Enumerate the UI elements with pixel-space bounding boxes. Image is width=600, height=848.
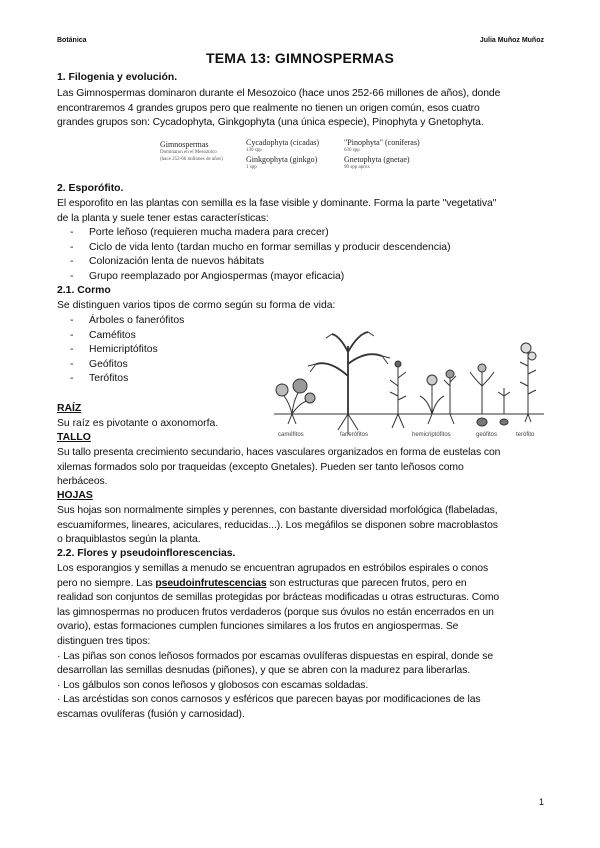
table-group: Cycadophyta (cicadas) — [246, 138, 320, 147]
table-group-sub: 1 spp — [246, 165, 257, 170]
page-title: TEMA 13: GIMNOSPERMAS — [205, 50, 395, 66]
text-line: distinguen tres tipos: — [57, 635, 151, 647]
phanerophyte-tree — [308, 332, 390, 434]
hojas-heading: HOJAS — [57, 490, 93, 501]
figure-label: fanerófitos — [340, 432, 369, 438]
figure-label: geófitos — [476, 432, 498, 438]
hojas-paragraph — [57, 504, 543, 548]
list-item: - Ciclo de vida lento (tardan mucho en formar semillas y producir descendencia) — [57, 241, 537, 256]
section-2-1-intro: Se distinguen varios tipos de cormo según su forma de vida: — [57, 300, 336, 311]
phanerophyte-herb — [390, 361, 406, 428]
list-item: - Porte leñoso (requieren mucha madera para crecer) — [57, 226, 537, 241]
section-2-1-heading: 2.1. Cormo — [57, 285, 111, 296]
text-line: grandes grupos son: Cycadophyta, Ginkgophyta (una única especie), Pinophyta y Gnetophyta. — [57, 117, 484, 129]
phylogeny-table — [160, 138, 460, 178]
life-forms-illustration — [270, 316, 548, 442]
list-item: - Caméfitos — [57, 329, 267, 344]
list-item: - Colonización lenta de nuevos hábitats — [57, 255, 537, 270]
text-line: xilemas formados solo por traqueidas (excepto Gnetales). Pueden ser tanto leñosos como — [57, 461, 464, 473]
section-2-heading: 2. Esporófito. — [57, 183, 124, 194]
section-2-list — [57, 226, 537, 284]
text-line: las gimnospermas no producen frutos verdaderos (porque sus óvulos no están encerrados en un — [57, 606, 494, 618]
table-group-sub: 130 spp — [246, 148, 262, 153]
table-root-sub2: (hace 252-66 millones de años) — [160, 157, 223, 162]
text-line: Las Gimnospermas dominaron durante el Mesozoico (hace unos 252-66 millones de años), donde — [57, 88, 501, 99]
type-line: · Las arcéstidas son conos carnosos y esféricos que parecen bayas por modificaciones de las — [57, 694, 481, 706]
type-line: · Las piñas son conos leñosos formados por escamas ovulíferas dispuestas en espiral, donde se — [57, 650, 494, 662]
text-line: Sus hojas son normalmente simples y perennes, con bastante diversidad morfológica (flabeladas, — [57, 505, 498, 516]
pseudoinfrutescencias-term: pseudoinfrutescencias — [155, 577, 267, 589]
camephyte-plant — [276, 379, 315, 424]
text-line: ovario), estas formaciones cumplen funciones similares a los frutos en angiospermas. Se — [57, 621, 459, 633]
hemicryptophyte-plant — [420, 370, 456, 424]
raiz-heading: RAÍZ — [57, 403, 82, 414]
text-line: de la planta y suele tener estas características: — [57, 212, 269, 224]
table-group-sub: 90 spp aprox — [344, 165, 370, 170]
table-group: Ginkgophyta (ginkgo) — [246, 155, 318, 164]
section-2-paragraph — [57, 197, 543, 226]
table-root: Gimnospermas — [160, 140, 209, 149]
text-line: Los esporangios y semillas a menudo se encuentran agrupados en estróbilos espirales o conos — [57, 563, 489, 574]
cormo-list — [57, 314, 267, 387]
text-line: El esporofito en las plantas con semilla es la fase visible y dominante. Forma la parte "vegetativa" — [57, 198, 497, 209]
tallo-heading: TALLO — [57, 432, 91, 443]
list-item: - Terófitos — [57, 372, 267, 387]
text-fragment: son estructuras que parecen frutos, pero en — [269, 577, 467, 589]
text-fragment: pero no siempre. Las — [57, 577, 153, 589]
section-2-2-heading: 2.2. Flores y pseudoinflorescencias. — [57, 548, 236, 559]
list-item: - Hemicriptófitos — [57, 343, 267, 358]
life-forms-figure — [270, 316, 548, 442]
text-line: escuamiformes, lineares, aciculares, reducidas...). Los megáfilos se disponen sobre macroblastos — [57, 519, 498, 531]
text-line-with-term — [57, 577, 543, 592]
table-group-sub: 630 spp — [344, 148, 360, 153]
list-item: - Árboles o fanerófitos — [57, 314, 267, 329]
header-author: Julia Muñoz Muñoz — [479, 37, 544, 44]
table-group: Gnetophyta (gnetae) — [344, 155, 410, 164]
list-item: - Geófitos — [57, 358, 267, 373]
list-item: - Grupo reemplazado por Angiospermas (mayor eficacia) — [57, 270, 537, 285]
geophyte-plant — [470, 364, 510, 426]
page-number: 1 — [538, 797, 544, 807]
type-line: escamas ovulíferas (fusión y carnosidad). — [57, 708, 245, 720]
text-line: herbáceos. — [57, 476, 108, 488]
type-line: desarrollan las semillas desnudas (piñones), y que se abren con la madurez para liberarlas. — [57, 665, 471, 677]
header-subject: Botánica — [57, 37, 87, 44]
figure-label: terófito — [516, 432, 535, 438]
type-line: · Los gálbulos son conos leñosos y globosos con escamas soldadas. — [57, 679, 369, 691]
tallo-paragraph — [57, 446, 543, 490]
section-1-paragraph — [57, 87, 543, 131]
text-line: realidad son conjuntos de semillas protegidas por brácteas modificadas u otras estructuras. Como — [57, 592, 500, 604]
section-1-heading: 1. Filogenia y evolución. — [57, 72, 178, 83]
figure-label: hemicriptófitos — [412, 432, 451, 438]
therophyte-plant — [520, 343, 536, 422]
text-line: Su tallo presenta crecimiento secundario, haces vasculares organizados en forma de eustelas con — [57, 447, 501, 458]
text-line: encontraremos 4 grandes grupos pero que realmente no tienen un origen común, esos cuatro — [57, 102, 480, 114]
table-root-sub: Dominaron en el Mesozoico — [160, 150, 217, 155]
table-group: "Pinophyta" (coníferas) — [344, 138, 420, 147]
text-line: o braquiblastos según la planta. — [57, 534, 201, 546]
section-2-2-paragraph — [57, 562, 543, 723]
raiz-text: Su raíz es pivotante o axonomorfa. — [57, 418, 219, 429]
figure-label: caméfitos — [278, 432, 304, 438]
